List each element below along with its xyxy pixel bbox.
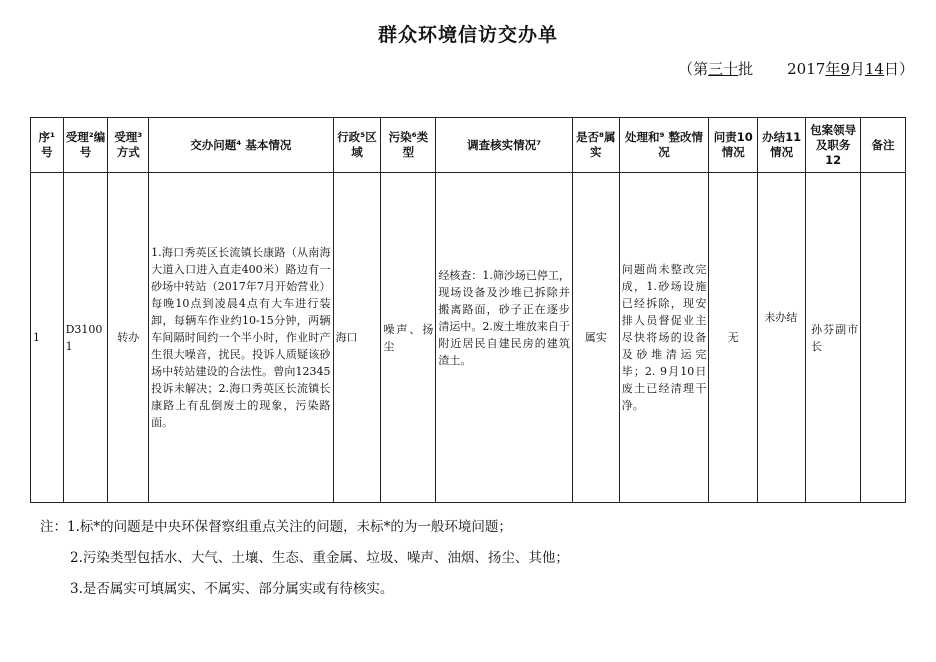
cell-investigation: 经核查：1.筛沙场已停工，现场设备及沙堆已拆除并搬离路面，砂子正在逐步清运中。2.废土堆放来自于附近居民自建民房的建筑渣土。 bbox=[436, 173, 572, 503]
date-month-suffix: 月 bbox=[849, 60, 865, 78]
batch-date-line bbox=[678, 58, 914, 79]
batch-open: （第 bbox=[678, 60, 709, 78]
cell-closure: 未办结 bbox=[758, 173, 806, 503]
date-day-suffix: 日） bbox=[883, 60, 914, 78]
cell-verified: 属实 bbox=[572, 173, 619, 503]
header-accountability: 问责10情况 bbox=[709, 118, 758, 173]
note-1: 注：1.标*的问题是中央环保督察组重点关注的问题，未标*的为一般环境问题； bbox=[40, 519, 512, 535]
header-handling: 处理和⁹ 整改情况 bbox=[619, 118, 709, 173]
header-problem: 交办问题⁴ 基本情况 bbox=[149, 118, 333, 173]
cell-leader: 孙芬副市长 bbox=[806, 173, 861, 503]
header-method: 受理³方式 bbox=[108, 118, 149, 173]
header-verified: 是否⁸属实 bbox=[572, 118, 619, 173]
cell-region: 海口 bbox=[333, 173, 381, 503]
note-3: 3.是否属实可填属实、不属实、部分属实或有待核实。 bbox=[70, 581, 394, 597]
header-seq: 序¹号 bbox=[31, 118, 64, 173]
date-day: 14 bbox=[864, 60, 884, 78]
cell-remark bbox=[861, 173, 906, 503]
cell-method: 转办 bbox=[108, 173, 149, 503]
header-region: 行政⁵区域 bbox=[333, 118, 381, 173]
cell-accountability: 无 bbox=[709, 173, 758, 503]
header-pollution: 污染⁶类型 bbox=[381, 118, 436, 173]
batch-suffix: 批 bbox=[738, 60, 754, 78]
cell-pollution: 噪声、扬尘 bbox=[381, 173, 436, 503]
date-month: 9 bbox=[840, 60, 850, 78]
cell-seq: 1 bbox=[31, 173, 64, 503]
cell-handling: 问题尚未整改完成，1.砂场设施已经拆除，现安排人员督促业主尽快将场的设备及砂堆清运完毕；2. 9月10日废土已经清理干净。 bbox=[619, 173, 709, 503]
batch-number: 三十 bbox=[708, 60, 739, 78]
table-row bbox=[31, 173, 906, 503]
header-remark: 备注 bbox=[861, 118, 906, 173]
date-year-suffix: 年 bbox=[825, 60, 841, 78]
header-case-id: 受理²编号 bbox=[63, 118, 108, 173]
header-investigation: 调查核实情况⁷ bbox=[436, 118, 572, 173]
complaint-table bbox=[30, 117, 906, 503]
table-header-row bbox=[31, 118, 906, 173]
header-leader: 包案领导及职务12 bbox=[806, 118, 861, 173]
header-closure: 办结11情况 bbox=[758, 118, 806, 173]
cell-problem: 1.海口秀英区长流镇长康路（从南海大道入口进入直走400米）路边有一砂场中转站（2017年7月开始营业）每晚10点到凌晨4点有大车进行装卸，每辆车作业约10-15分钟，两辆车间隔时间约一个半小时，作业时产生很大噪音，扰民。投诉人质疑该砂场中转站建设的合法性。曾向12345投诉未解决；2.海口秀英区长流镇长康路上有乱倒废土的现象，污染路面。 bbox=[149, 173, 333, 503]
date-year: 2017 bbox=[787, 60, 826, 78]
cell-case-id: D31001 bbox=[63, 173, 108, 503]
notes-section bbox=[40, 512, 569, 605]
note-2: 2.污染类型包括水、大气、土壤、生态、重金属、垃圾、噪声、油烟、扬尘、其他； bbox=[70, 550, 569, 566]
document-title: 群众环境信访交办单 bbox=[377, 24, 558, 46]
